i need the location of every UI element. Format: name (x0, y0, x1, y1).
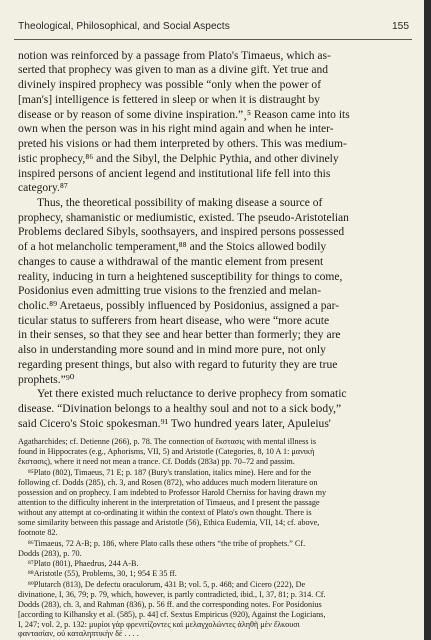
body-line: regarding present things, but also with regard to futurity they are true (18, 359, 338, 371)
body-line: ticular status to sufferers from heart disease, who were “more acute (18, 315, 330, 327)
footnote-line: possession and on prophecy. I am indebted to Professor Harold Cherniss for having drawn my (18, 488, 327, 497)
footnote-line: Agatharchides; cf. Detienne (266), p. 78. The connection of ἔκστασις with mental illness is (18, 437, 317, 446)
body-line: notion was reinforced by a passage from Plato's Timaeus, which as- (18, 50, 331, 62)
body-line: prophets.”⁹⁰ (18, 374, 75, 386)
body-line: Yet there existed much reluctance to derive prophecy from somatic (37, 388, 347, 400)
body-line: divinely inspired prophecy was possible “only when the power of (18, 79, 322, 91)
body-line: category.⁸⁷ (18, 182, 68, 194)
body-line: cholic.⁸⁹ Aretaeus, possibly influenced by Posidonius, assigned a par- (18, 300, 340, 312)
page-edge-shadow (424, 0, 431, 640)
footnote-line: ⁸⁸Aristotle (55), Problems, 30, 1; 954 E 35 ff. (28, 569, 177, 578)
running-header-title: Theological, Philosophical, and Social Aspects (18, 21, 230, 32)
body-line: serted that prophecy was given to man as a divine gift. Yet true and (18, 64, 329, 76)
footnote-line: ⁸⁷Plato (801), Phaedrus, 244 A-B. (28, 559, 139, 568)
body-line: changes to cause a withdrawal of the mantic element from present (18, 256, 324, 268)
body-line: istic prophecy,⁸⁶ and the Sibyl, the Delphic Pythia, and other divinely (18, 153, 339, 165)
footnote-line: footnote 82. (18, 528, 58, 537)
footnote-line: ⁸⁵Plato (802), Timaeus, 71 E; p. 187 (Bury's translation, italics mine). Here and for the (28, 468, 312, 477)
header-rule (14, 39, 412, 40)
footnote-line: following cf. Dodds (285), ch. 3, and Rosen (872), who adduces much modern literature on (18, 478, 318, 487)
footnote-line: ⁸⁶Timaeus, 72 A-B; p. 186, where Plato calls these others “the tribe of prophets.” Cf. (28, 539, 306, 548)
footnote-line: without any attempt at co-ordinating it within the context of Plato's own thought. There is (18, 508, 312, 517)
body-line: in their senses, so that they see and hear better than formerly; they are (18, 329, 341, 341)
body-line: disease or by reason of some divine inspiration.”¸⁵ Reason came into its (18, 109, 350, 121)
body-line: preted his visions or had them interpreted by others. This was medium- (18, 138, 347, 150)
body-line: inspired persons of ancient legend and institutional life fell into this (18, 168, 331, 180)
footnote-line: some similarity between this passage and Aristotle (56), Ethica Eudemia, VII, 14; cf. above, (18, 518, 320, 527)
footnote-line: I, 247; vol. 2, p. 132: μυρίοι γὰρ φρενιτίζοντες καὶ μελαγχολώντες ἀληθῆ μὲν ἕλκουσι (18, 620, 300, 629)
footnote-line: ἔκστασις), where it need not mean a trance. Cf. Dodds (283a) pp. 70–72 and passim. (18, 457, 295, 466)
footnote-line: divinatione, I, 36, 79; p. 79, which, however, is partly contradicted, ibid., I, 37, 81; p. 314. Cf. (18, 590, 326, 599)
body-line: said Cicero's Stoic spokesman.⁹¹ Two hundred years later, Apuleius' (18, 418, 331, 430)
footnote-line: ⁸⁹Plutarch (813), De defectu oraculorum, 431 B; vol. 5, p. 468; and Cicero (222), De (28, 580, 306, 589)
footnote-line: φαντασίαν, οὐ καταληπτικὴν δέ . . . . (18, 629, 139, 638)
body-line: own when the person was in his right mind again and when he inter- (18, 123, 334, 135)
body-line: Problems declared Sibyls, soothsayers, and inspired persons possessed (18, 226, 345, 238)
footnote-line: found in Hippocrates (e.g., Aphorisms, VII, 5) and Aristotle (Categories, 8, 10 A 1: μανικὴ (18, 447, 315, 456)
footnote-line: Dodds (283), p. 70. (18, 549, 82, 558)
body-line: Thus, the theoretical possibility of making disease a source of (37, 197, 323, 209)
body-line: prophecy, shamanistic or mediumistic, existed. The pseudo-Aristotelian (18, 212, 349, 224)
body-line: Posidonius even admitting true visions to the frenzied and melan- (18, 285, 322, 297)
page-number: 155 (392, 21, 409, 32)
body-line: reality, inducing in turn a heightened susceptibility for things to come, (18, 271, 343, 283)
footnote-line: attention to the difficulty inherent in the interpretation of Timaeus, and I present the passage (18, 498, 320, 507)
body-line: [man's] intelligence is fettered in sleep or when it is distraught by (18, 94, 320, 106)
body-line: of a hot melancholic temperament,⁸⁸ and the Stoics allowed bodily (18, 241, 327, 253)
footnote-line: Dodds (283), ch. 3, and Rahman (836), p. 56 ff. and the corresponding notes. For Posidonius (18, 600, 322, 609)
body-line: disease. “Divination belongs to a healthy soul and not to a sick body,” (18, 403, 342, 415)
footnote-line: [according to Kilhansky et al. (585), p. 44] cf. Sextus Empiricus (920), Against the Logicians, (18, 610, 326, 619)
body-line: also in understanding more sound and in mind more pure, not only (18, 344, 326, 356)
